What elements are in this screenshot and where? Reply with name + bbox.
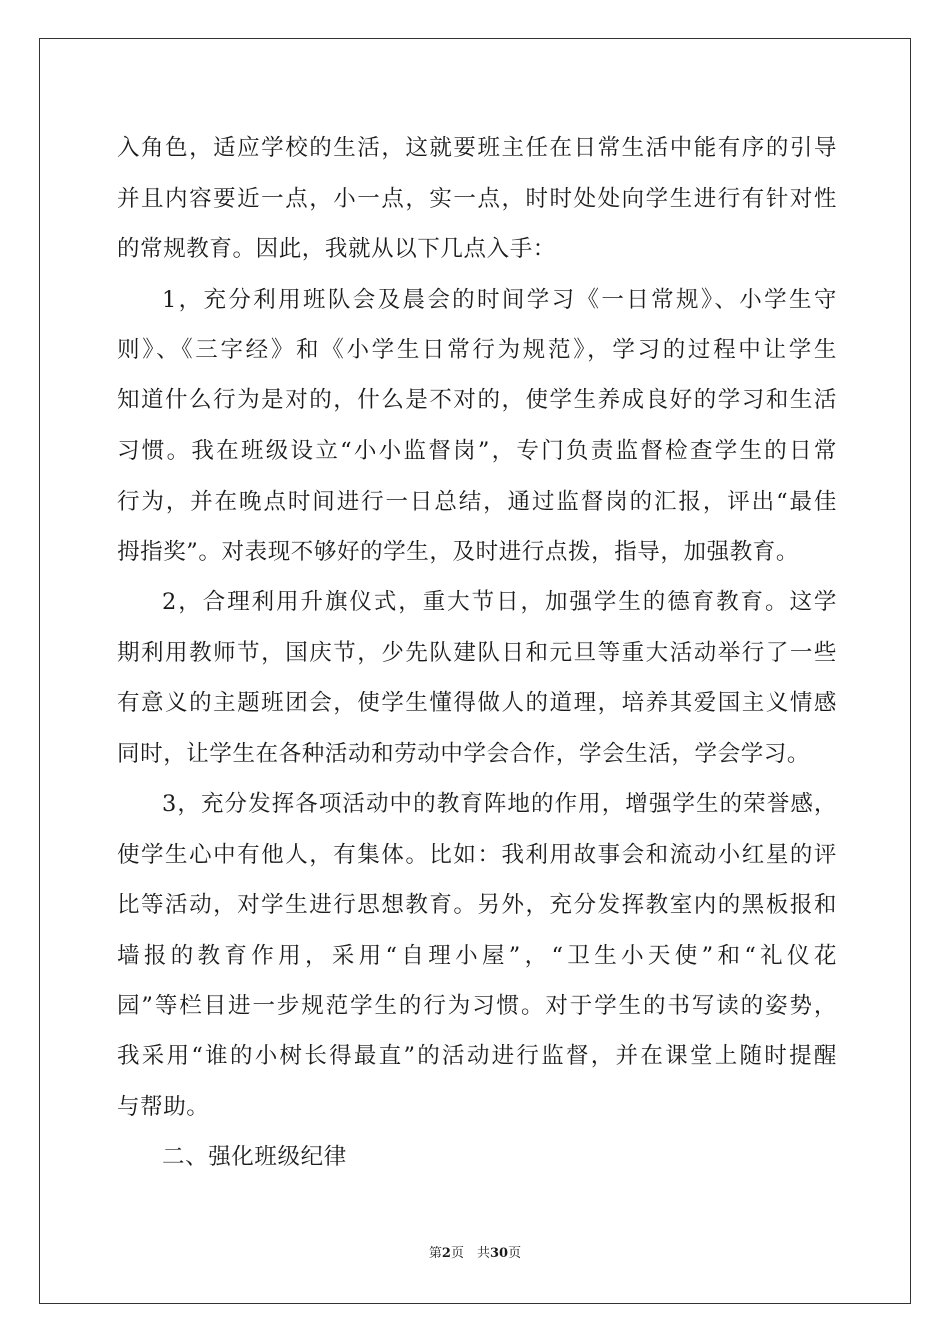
body-line-19: 我采用“谁的小树长得最直”的活动进行监督，并在课堂上随时提醒 [117,1043,837,1069]
footer-suffix: 页 [508,1246,522,1261]
section-heading: 二、强化班级纪律 [162,1144,347,1170]
page-footer [0,1244,950,1264]
body-line-17: 墙报的教育作用，采用“自理小屋”，“卫生小天使”和“礼仪花 [117,943,837,969]
body-line-4: 1，充分利用班队会及晨会的时间学习《一日常规》、小学生守 [162,287,837,313]
body-line-15: 使学生心中有他人，有集体。比如：我利用故事会和流动小红星的评 [117,842,837,868]
body-line-6: 知道什么行为是对的，什么是不对的，使学生养成良好的学习和生活 [117,387,837,413]
body-line-10: 2，合理利用升旗仪式，重大节日，加强学生的德育教育。这学 [162,589,837,615]
body-line-8: 行为，并在晚点时间进行一日总结，通过监督岗的汇报，评出“最佳 [117,489,837,515]
body-line-5: 则》、《三字经》和《小学生日常行为规范》，学习的过程中让学生 [117,337,837,363]
footer-page-number: 2 [441,1246,451,1261]
body-line-7: 习惯。我在班级设立“小小监督岗”，专门负责监督检查学生的日常 [117,438,837,464]
footer-prefix: 第 [428,1246,442,1261]
body-line-3: 的常规教育。因此，我就从以下几点入手： [117,236,556,262]
body-line-14: 3，充分发挥各项活动中的教育阵地的作用，增强学生的荣誉感， [162,791,837,817]
body-line-12: 有意义的主题班团会，使学生懂得做人的道理，培养其爱国主义情感 [117,690,837,716]
body-line-16: 比等活动，对学生进行思想教育。另外，充分发挥教室内的黑板报和 [117,892,837,918]
body-line-13: 同时，让学生在各种活动和劳动中学会合作，学会生活，学会学习。 [117,741,811,767]
body-line-11: 期利用教师节，国庆节，少先队建队日和元旦等重大活动举行了一些 [117,640,837,666]
footer-total-pages: 30 [489,1246,509,1261]
body-line-2: 并且内容要近一点，小一点，实一点，时时处处向学生进行有针对性 [117,186,837,212]
body-line-9: 拇指奖”。对表现不够好的学生，及时进行点拨，指导，加强教育。 [117,539,800,565]
body-line-1: 入角色，适应学校的生活，这就要班主任在日常生活中能有序的引导 [117,135,837,161]
body-line-20: 与帮助。 [117,1094,210,1120]
footer-mid: 页 共 [450,1246,490,1261]
body-line-18: 园”等栏目进一步规范学生的行为习惯。对于学生的书写读的姿势， [117,993,837,1019]
